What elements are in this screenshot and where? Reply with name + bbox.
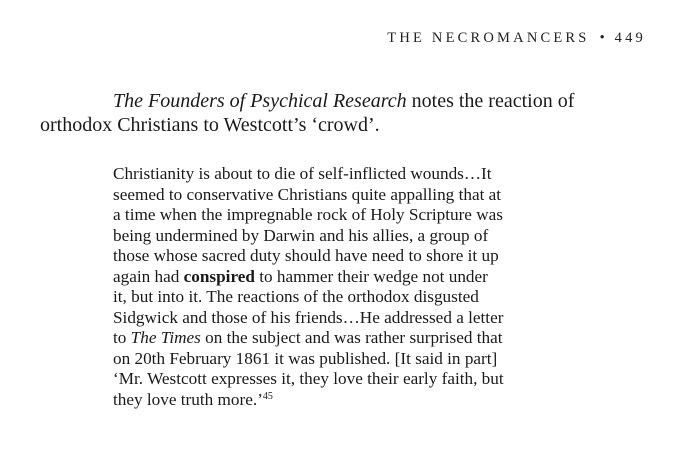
quote-line: Christianity is about to die of self-inflicted wounds…It — [113, 164, 492, 183]
page-number: 449 — [614, 30, 646, 46]
intro-line-1 — [40, 89, 652, 113]
quote-line: it, but into it. The reactions of the orthodox disgusted — [113, 287, 479, 306]
intro-line-2: orthodox Christians to Westcott’s ‘crowd’. — [40, 114, 380, 136]
running-title: THE NECROMANCERS — [387, 30, 590, 46]
quote-line: seemed to conservative Christians quite appalling that at — [113, 184, 502, 204]
header-separator: • — [599, 30, 605, 46]
intro-paragraph — [40, 89, 652, 137]
quote-line: Sidgwick and those of his friends…He addressed a letter — [113, 307, 504, 327]
footnote-marker: 45 — [262, 390, 273, 402]
block-quote — [113, 164, 613, 410]
quote-line: a time when the impregnable rock of Holy Scripture was — [113, 205, 503, 224]
quote-line: ‘Mr. Westcott expresses it, they love their early faith, but — [113, 369, 504, 388]
quote-text: on the subject and was rather surprised that — [200, 328, 503, 347]
quote-line — [113, 267, 613, 288]
quote-text: to hammer their wedge not under — [254, 266, 488, 286]
book-title-italic: The Founders of Psychical Research — [113, 90, 407, 112]
quote-line: on 20th February 1861 it was published. [It said in part] — [113, 348, 498, 368]
quote-line: those whose sacred duty should have need to shore it up — [113, 246, 499, 265]
newspaper-title-italic: The Times — [130, 328, 201, 347]
quote-text: again had — [113, 266, 184, 286]
quote-line — [113, 328, 613, 349]
bold-word: conspired — [183, 266, 255, 286]
quote-text: to — [113, 328, 131, 347]
quote-line: being undermined by Darwin and his allies, a group of — [113, 225, 489, 245]
quote-text: they love truth more.’ — [113, 389, 263, 409]
quote-line — [113, 390, 613, 411]
running-header — [387, 30, 646, 47]
intro-line-1-rest: notes the reaction of — [406, 90, 575, 112]
